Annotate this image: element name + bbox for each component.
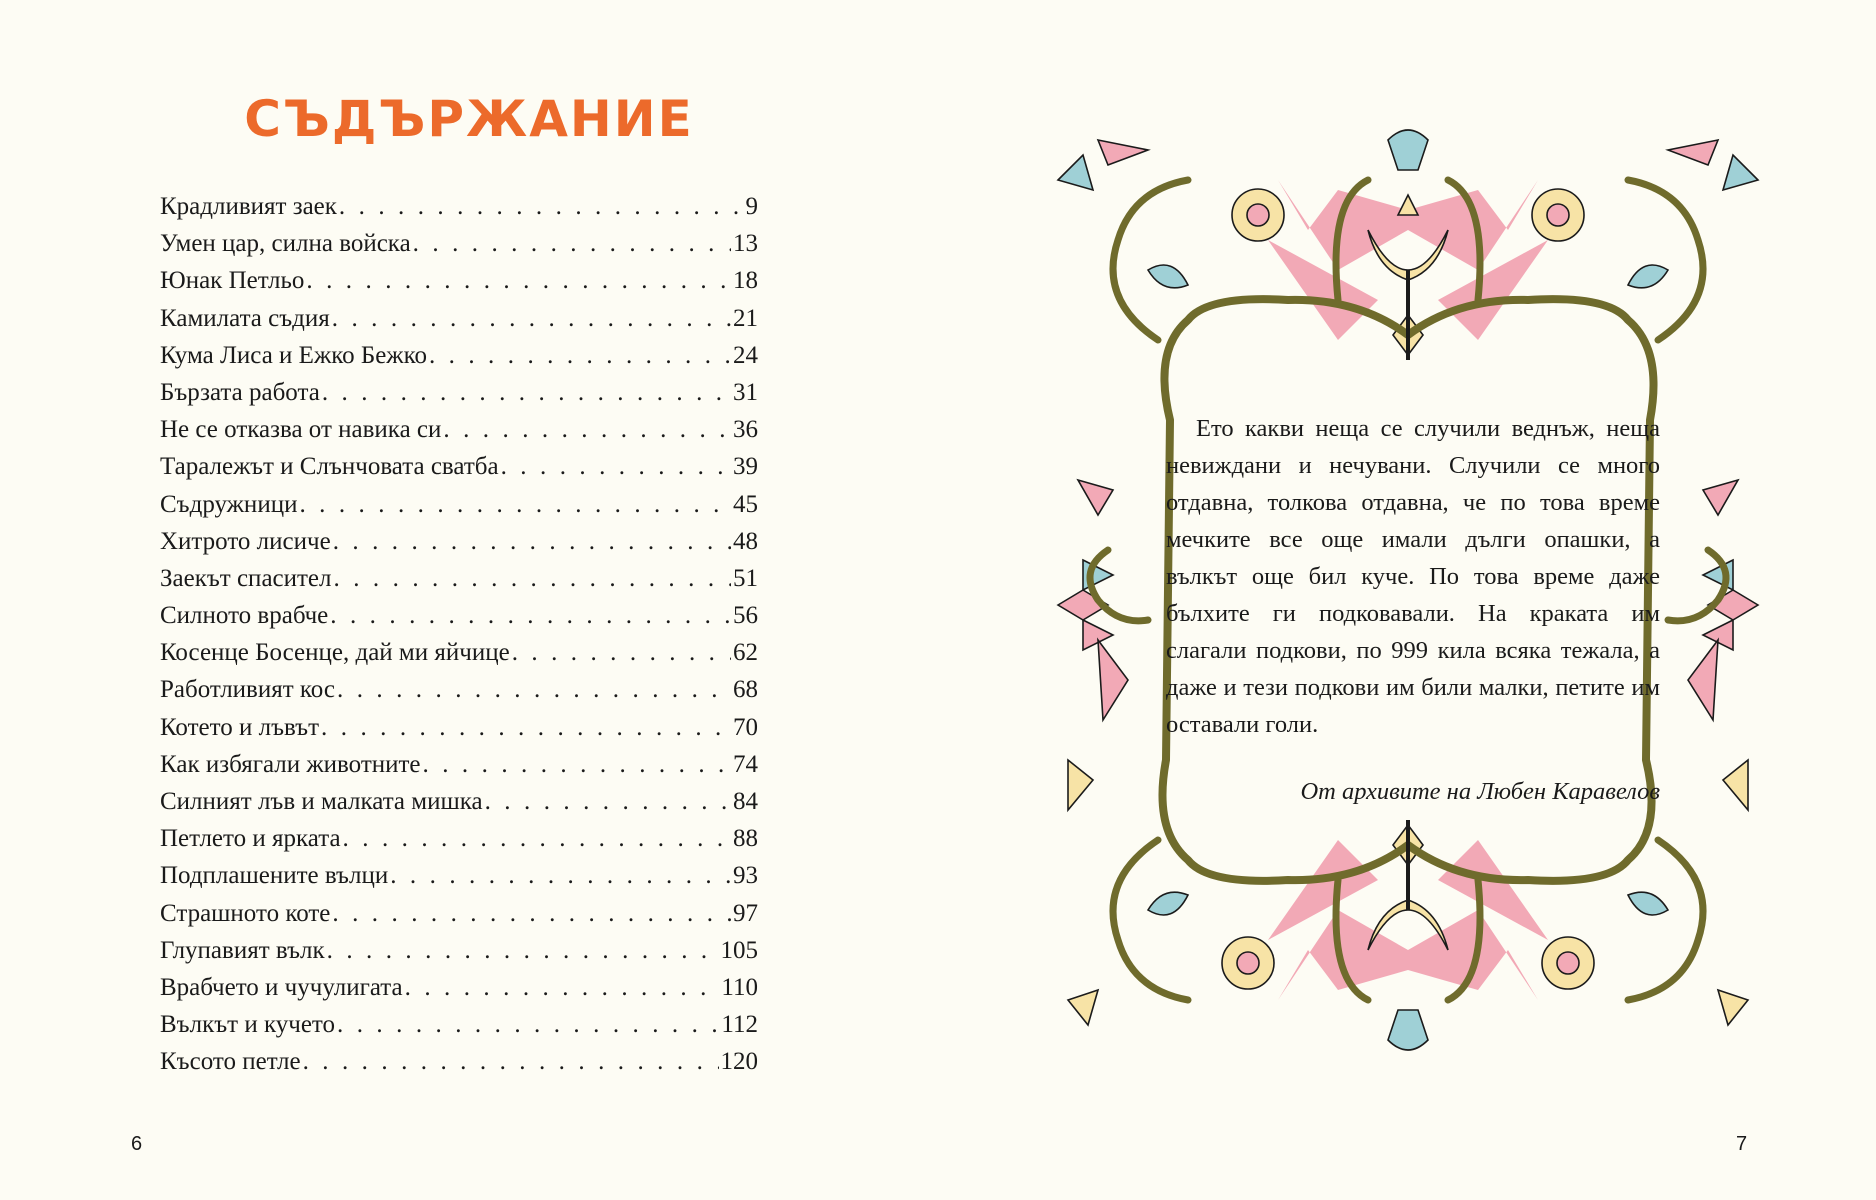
toc-entry	[160, 671, 758, 708]
toc-leader-dots	[303, 1043, 719, 1080]
toc-leader-dots	[339, 188, 744, 225]
toc-entry-page: 88	[733, 825, 758, 853]
toc-entry-title: Юнак Петльо	[160, 267, 305, 295]
toc-entry	[160, 709, 758, 746]
toc-entry	[160, 523, 758, 560]
toc-entry	[160, 188, 758, 225]
page-number-right: 7	[1736, 1133, 1748, 1155]
toc-entry-title: Страшното коте	[160, 899, 331, 927]
toc-entry-title: Умен цар, силна войска	[160, 230, 411, 258]
toc-entry-title: Косенце Босенце, дай ми яйчице	[160, 639, 510, 667]
toc-entry-title: Заекът спасител	[160, 564, 332, 592]
toc-entry-page: 36	[733, 416, 758, 444]
toc-entry	[160, 337, 758, 374]
toc-entry-page: 93	[733, 862, 758, 890]
toc-entry-page: 18	[733, 267, 758, 295]
toc-entry-title: Камилата съдия	[160, 304, 330, 332]
toc-leader-dots	[327, 932, 719, 969]
toc-leader-dots	[443, 411, 731, 448]
toc-entry-title: Вълкът и кучето	[160, 1011, 336, 1039]
toc-entry-title: Съдружници	[160, 490, 298, 518]
toc-entry-title: Таралежът и Слънчовата сватба	[160, 453, 499, 481]
toc-entry-title: Силното врабче	[160, 602, 329, 630]
toc-entry	[160, 820, 758, 857]
right-page	[938, 0, 1876, 1200]
quote-text: Ето какви неща се случили веднъж, неща невиждани и нечувани. Случили се много отдавна, толкова отдавна, че по това време мечките все още имали дълги опашки, а вълкът още бил куче. По това време даже бълхите ги подковавали. На краката им слагали подкови, по 999 кила всяка тежала, а даже и тези подкови им били малки, петите им оставали голи.	[1166, 415, 1660, 738]
toc-entry-title: Хитрото лисиче	[160, 527, 331, 555]
toc-entry-title: Врабчето и чучулигата	[160, 973, 403, 1001]
toc-entry-title: Бързата работа	[160, 378, 320, 406]
toc-leader-dots	[306, 262, 731, 299]
toc-entry	[160, 1043, 758, 1080]
toc-entry-title: Късото петле	[160, 1048, 301, 1076]
toc-leader-dots	[413, 225, 731, 262]
toc-leader-dots	[512, 634, 731, 671]
toc-entry-page: 45	[733, 490, 758, 518]
toc-entry	[160, 857, 758, 894]
toc-entry-title: Как избягали животните	[160, 750, 421, 778]
toc-entry-page: 56	[733, 602, 758, 630]
toc-leader-dots	[423, 746, 731, 783]
toc-entry-page: 62	[733, 639, 758, 667]
toc-entry-page: 84	[733, 788, 758, 815]
toc-entry	[160, 448, 758, 485]
toc-leader-dots	[337, 671, 731, 708]
toc-entry-page: 110	[721, 973, 758, 1001]
toc-entry	[160, 597, 758, 634]
toc-entry	[160, 1006, 758, 1043]
toc-leader-dots	[332, 300, 731, 337]
toc-leader-dots	[330, 597, 731, 634]
toc-entry-title: Не се отказва от навика си	[160, 416, 442, 444]
toc-entry	[160, 969, 758, 1006]
toc-entry-page: 39	[733, 453, 758, 481]
toc-leader-dots	[343, 820, 731, 857]
toc-leader-dots	[322, 374, 731, 411]
toc-entry	[160, 486, 758, 523]
toc-entry	[160, 783, 758, 820]
toc-leader-dots	[485, 783, 731, 820]
toc-entry-title: Котето и лъвът	[160, 713, 320, 741]
toc-entry-title: Подплашените вълци	[160, 862, 389, 890]
toc-leader-dots	[299, 486, 731, 523]
toc-entry-page: 31	[733, 378, 758, 406]
toc-leader-dots	[333, 523, 731, 560]
toc-entry	[160, 225, 758, 262]
toc-entry-page: 51	[733, 564, 758, 592]
toc-entry	[160, 374, 758, 411]
toc-leader-dots	[405, 969, 720, 1006]
toc-leader-dots	[390, 857, 731, 894]
toc-entry	[160, 300, 758, 337]
toc-leader-dots	[332, 895, 731, 932]
quote-source: От архивите на Любен Каравелов	[1300, 778, 1660, 805]
toc-entry	[160, 262, 758, 299]
toc-entry	[160, 411, 758, 448]
toc-entry-page: 105	[720, 936, 758, 964]
toc-entry-page: 68	[733, 676, 758, 704]
toc-entry	[160, 895, 758, 932]
toc-entry-page: 48	[733, 527, 758, 555]
toc-entry-page: 70	[733, 713, 758, 741]
toc-entry	[160, 932, 758, 969]
toc-entry-page: 9	[745, 193, 758, 220]
toc-entry-page: 112	[721, 1011, 758, 1039]
toc-entry-title: Глупавият вълк	[160, 936, 325, 964]
toc-entry-page: 24	[733, 341, 758, 369]
toc-entry-title: Петлето и ярката	[160, 825, 341, 853]
toc-entry-title: Работливият кос	[160, 676, 335, 704]
toc-leader-dots	[501, 448, 731, 485]
toc-entry-page: 21	[733, 304, 758, 332]
toc-leader-dots	[334, 560, 731, 597]
toc-leader-dots	[321, 709, 731, 746]
toc-entry	[160, 746, 758, 783]
toc-entry-title: Крадливият заек	[160, 193, 337, 220]
toc-leader-dots	[337, 1006, 719, 1043]
page-number-left: 6	[131, 1133, 143, 1155]
toc-title: СЪДЪРЖАНИЕ	[244, 90, 694, 148]
toc-entry-page: 13	[733, 230, 758, 258]
toc-leader-dots	[429, 337, 731, 374]
table-of-contents	[160, 188, 758, 1081]
toc-entry-page: 120	[720, 1048, 758, 1076]
toc-entry-title: Кума Лиса и Ежко Бежко	[160, 341, 427, 369]
toc-entry	[160, 634, 758, 671]
toc-entry-title: Силният лъв и малката мишка	[160, 788, 483, 815]
toc-entry-page: 97	[733, 899, 758, 927]
toc-entry-page: 74	[733, 750, 758, 778]
toc-entry	[160, 560, 758, 597]
